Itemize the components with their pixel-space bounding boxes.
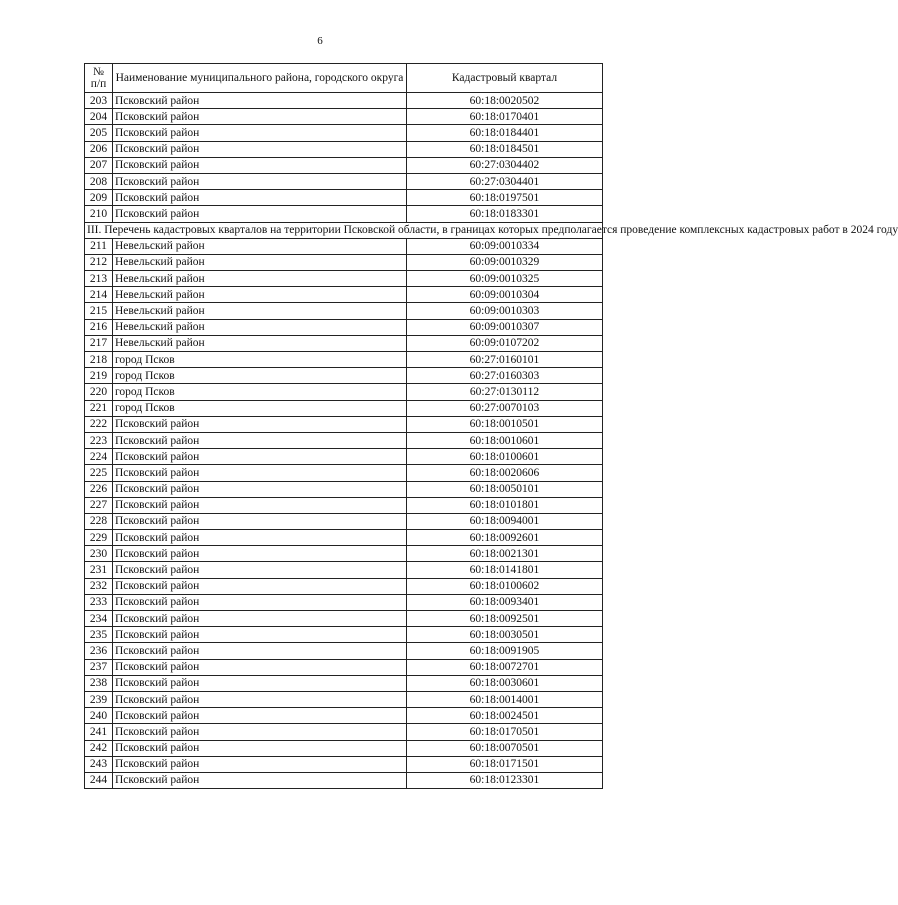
table-row: [85, 93, 603, 109]
table-row: [85, 546, 603, 562]
header-municipality: Наименование муниципального района, городского округа: [113, 64, 407, 93]
row-cadastral-quarter: 60:18:0100601: [407, 449, 603, 465]
row-municipality: Псковский район: [113, 157, 407, 173]
row-municipality: Псковский район: [113, 724, 407, 740]
row-municipality: город Псков: [113, 400, 407, 416]
row-number: 216: [85, 319, 113, 335]
table-row: [85, 691, 603, 707]
table-row: [85, 157, 603, 173]
table-row: [85, 335, 603, 351]
row-cadastral-quarter: 60:18:0070501: [407, 740, 603, 756]
row-municipality: Псковский район: [113, 481, 407, 497]
row-cadastral-quarter: 60:18:0092601: [407, 530, 603, 546]
row-municipality: Псковский район: [113, 756, 407, 772]
row-cadastral-quarter: 60:18:0030601: [407, 675, 603, 691]
row-cadastral-quarter: 60:27:0304402: [407, 157, 603, 173]
table-row: [85, 756, 603, 772]
row-municipality: Псковский район: [113, 93, 407, 109]
row-number: 243: [85, 756, 113, 772]
row-number: 212: [85, 254, 113, 270]
row-number: 223: [85, 432, 113, 448]
table-row: [85, 254, 603, 270]
row-municipality: Псковский район: [113, 497, 407, 513]
table-row: [85, 432, 603, 448]
table-row: [85, 449, 603, 465]
table-row: [85, 319, 603, 335]
row-municipality: Невельский район: [113, 287, 407, 303]
row-number: 215: [85, 303, 113, 319]
header-cadastral-quarter: Кадастровый квартал: [407, 64, 603, 93]
row-cadastral-quarter: 60:18:0020606: [407, 465, 603, 481]
row-cadastral-quarter: 60:18:0014001: [407, 691, 603, 707]
table-row: [85, 513, 603, 529]
row-municipality: Псковский район: [113, 141, 407, 157]
row-cadastral-quarter: 60:18:0050101: [407, 481, 603, 497]
row-cadastral-quarter: 60:27:0160303: [407, 368, 603, 384]
row-cadastral-quarter: 60:18:0091905: [407, 643, 603, 659]
row-cadastral-quarter: 60:18:0010601: [407, 432, 603, 448]
row-number: 222: [85, 416, 113, 432]
table-row: [85, 497, 603, 513]
row-municipality: Псковский район: [113, 109, 407, 125]
table-row: [85, 287, 603, 303]
row-number: 228: [85, 513, 113, 529]
row-municipality: Невельский район: [113, 335, 407, 351]
table-row: [85, 740, 603, 756]
row-municipality: Псковский район: [113, 465, 407, 481]
row-cadastral-quarter: 60:18:0101801: [407, 497, 603, 513]
row-cadastral-quarter: 60:09:0010329: [407, 254, 603, 270]
row-municipality: город Псков: [113, 384, 407, 400]
row-cadastral-quarter: 60:27:0070103: [407, 400, 603, 416]
row-number: 225: [85, 465, 113, 481]
row-number: 244: [85, 772, 113, 788]
row-cadastral-quarter: 60:09:0010334: [407, 238, 603, 254]
row-municipality: Псковский район: [113, 611, 407, 627]
table-row: [85, 659, 603, 675]
table-header-row: [85, 64, 603, 93]
row-cadastral-quarter: 60:18:0092501: [407, 611, 603, 627]
row-municipality: Псковский район: [113, 594, 407, 610]
row-municipality: Псковский район: [113, 740, 407, 756]
table-row: [85, 643, 603, 659]
row-municipality: город Псков: [113, 352, 407, 368]
row-cadastral-quarter: 60:18:0184501: [407, 141, 603, 157]
row-number: 232: [85, 578, 113, 594]
row-cadastral-quarter: 60:18:0024501: [407, 708, 603, 724]
table-row: [85, 594, 603, 610]
table-row: [85, 352, 603, 368]
table-row: [85, 173, 603, 189]
row-number: 218: [85, 352, 113, 368]
row-municipality: Псковский район: [113, 578, 407, 594]
row-municipality: Псковский район: [113, 708, 407, 724]
row-municipality: Псковский район: [113, 691, 407, 707]
row-municipality: Псковский район: [113, 546, 407, 562]
table-row: [85, 109, 603, 125]
header-number: № п/п: [85, 64, 113, 93]
row-cadastral-quarter: 60:18:0183301: [407, 206, 603, 222]
table-row: [85, 416, 603, 432]
row-number: 210: [85, 206, 113, 222]
row-municipality: Псковский район: [113, 206, 407, 222]
table-row: [85, 271, 603, 287]
row-number: 241: [85, 724, 113, 740]
row-municipality: Псковский район: [113, 772, 407, 788]
row-municipality: Псковский район: [113, 513, 407, 529]
row-cadastral-quarter: 60:18:0171501: [407, 756, 603, 772]
row-number: 219: [85, 368, 113, 384]
row-municipality: Псковский район: [113, 416, 407, 432]
row-municipality: Псковский район: [113, 562, 407, 578]
row-number: 220: [85, 384, 113, 400]
row-cadastral-quarter: 60:09:0010307: [407, 319, 603, 335]
table-row: [85, 611, 603, 627]
row-number: 224: [85, 449, 113, 465]
row-municipality: город Псков: [113, 368, 407, 384]
row-cadastral-quarter: 60:27:0130112: [407, 384, 603, 400]
row-number: 231: [85, 562, 113, 578]
row-number: 226: [85, 481, 113, 497]
row-cadastral-quarter: 60:18:0093401: [407, 594, 603, 610]
row-number: 221: [85, 400, 113, 416]
row-cadastral-quarter: 60:27:0160101: [407, 352, 603, 368]
row-municipality: Псковский район: [113, 643, 407, 659]
row-cadastral-quarter: 60:18:0010501: [407, 416, 603, 432]
row-number: 206: [85, 141, 113, 157]
row-number: 217: [85, 335, 113, 351]
row-number: 238: [85, 675, 113, 691]
row-municipality: Невельский район: [113, 271, 407, 287]
row-number: 211: [85, 238, 113, 254]
row-cadastral-quarter: 60:18:0030501: [407, 627, 603, 643]
row-cadastral-quarter: 60:18:0170501: [407, 724, 603, 740]
row-cadastral-quarter: 60:18:0072701: [407, 659, 603, 675]
row-number: 240: [85, 708, 113, 724]
rows-after-section: [85, 238, 603, 788]
row-municipality: Невельский район: [113, 319, 407, 335]
row-number: 235: [85, 627, 113, 643]
row-municipality: Псковский район: [113, 190, 407, 206]
row-cadastral-quarter: 60:18:0197501: [407, 190, 603, 206]
row-municipality: Псковский район: [113, 659, 407, 675]
row-municipality: Псковский район: [113, 675, 407, 691]
row-number: 209: [85, 190, 113, 206]
row-cadastral-quarter: 60:09:0107202: [407, 335, 603, 351]
table-row: [85, 465, 603, 481]
row-number: 207: [85, 157, 113, 173]
row-cadastral-quarter: 60:09:0010303: [407, 303, 603, 319]
section-block: [85, 222, 898, 238]
page-number: 6: [317, 35, 323, 47]
row-cadastral-quarter: 60:18:0020502: [407, 93, 603, 109]
rows-before-section: [85, 93, 603, 223]
row-number: 213: [85, 271, 113, 287]
row-number: 233: [85, 594, 113, 610]
row-number: 242: [85, 740, 113, 756]
row-cadastral-quarter: 60:18:0094001: [407, 513, 603, 529]
table-row: [85, 238, 603, 254]
table-row: [85, 578, 603, 594]
row-municipality: Псковский район: [113, 627, 407, 643]
section-row: [85, 222, 603, 238]
table-row: [85, 481, 603, 497]
row-number: 227: [85, 497, 113, 513]
table-row: [85, 141, 603, 157]
row-number: 236: [85, 643, 113, 659]
table-row: [85, 400, 603, 416]
row-cadastral-quarter: 60:18:0100602: [407, 578, 603, 594]
cadastral-table: [84, 63, 898, 789]
row-number: 204: [85, 109, 113, 125]
row-cadastral-quarter: 60:18:0021301: [407, 546, 603, 562]
row-number: 239: [85, 691, 113, 707]
row-cadastral-quarter: 60:18:0141801: [407, 562, 603, 578]
row-municipality: Невельский район: [113, 303, 407, 319]
row-number: 214: [85, 287, 113, 303]
row-number: 230: [85, 546, 113, 562]
row-municipality: Псковский район: [113, 173, 407, 189]
table-row: [85, 627, 603, 643]
row-cadastral-quarter: 60:18:0184401: [407, 125, 603, 141]
row-number: 229: [85, 530, 113, 546]
table-row: [85, 724, 603, 740]
row-cadastral-quarter: 60:09:0010325: [407, 271, 603, 287]
table-row: [85, 562, 603, 578]
row-municipality: Псковский район: [113, 432, 407, 448]
table-row: [85, 708, 603, 724]
row-municipality: Невельский район: [113, 254, 407, 270]
table-row: [85, 190, 603, 206]
row-municipality: Псковский район: [113, 125, 407, 141]
table-row: [85, 772, 603, 788]
row-number: 237: [85, 659, 113, 675]
row-cadastral-quarter: 60:18:0170401: [407, 109, 603, 125]
row-cadastral-quarter: 60:09:0010304: [407, 287, 603, 303]
table-row: [85, 303, 603, 319]
row-number: 205: [85, 125, 113, 141]
row-municipality: Псковский район: [113, 530, 407, 546]
section-title: III. Перечень кадастровых кварталов на территории Псковской области, в границах которых предполагается проведение комплексных кадастровых работ в 2024 году: [85, 222, 603, 238]
row-number: 234: [85, 611, 113, 627]
row-cadastral-quarter: 60:27:0304401: [407, 173, 603, 189]
row-municipality: Невельский район: [113, 238, 407, 254]
row-cadastral-quarter: 60:18:0123301: [407, 772, 603, 788]
table-row: [85, 125, 603, 141]
row-number: 203: [85, 93, 113, 109]
table-row: [85, 675, 603, 691]
table-row: [85, 384, 603, 400]
table-row: [85, 530, 603, 546]
row-number: 208: [85, 173, 113, 189]
table-row: [85, 368, 603, 384]
row-municipality: Псковский район: [113, 449, 407, 465]
table-row: [85, 206, 603, 222]
